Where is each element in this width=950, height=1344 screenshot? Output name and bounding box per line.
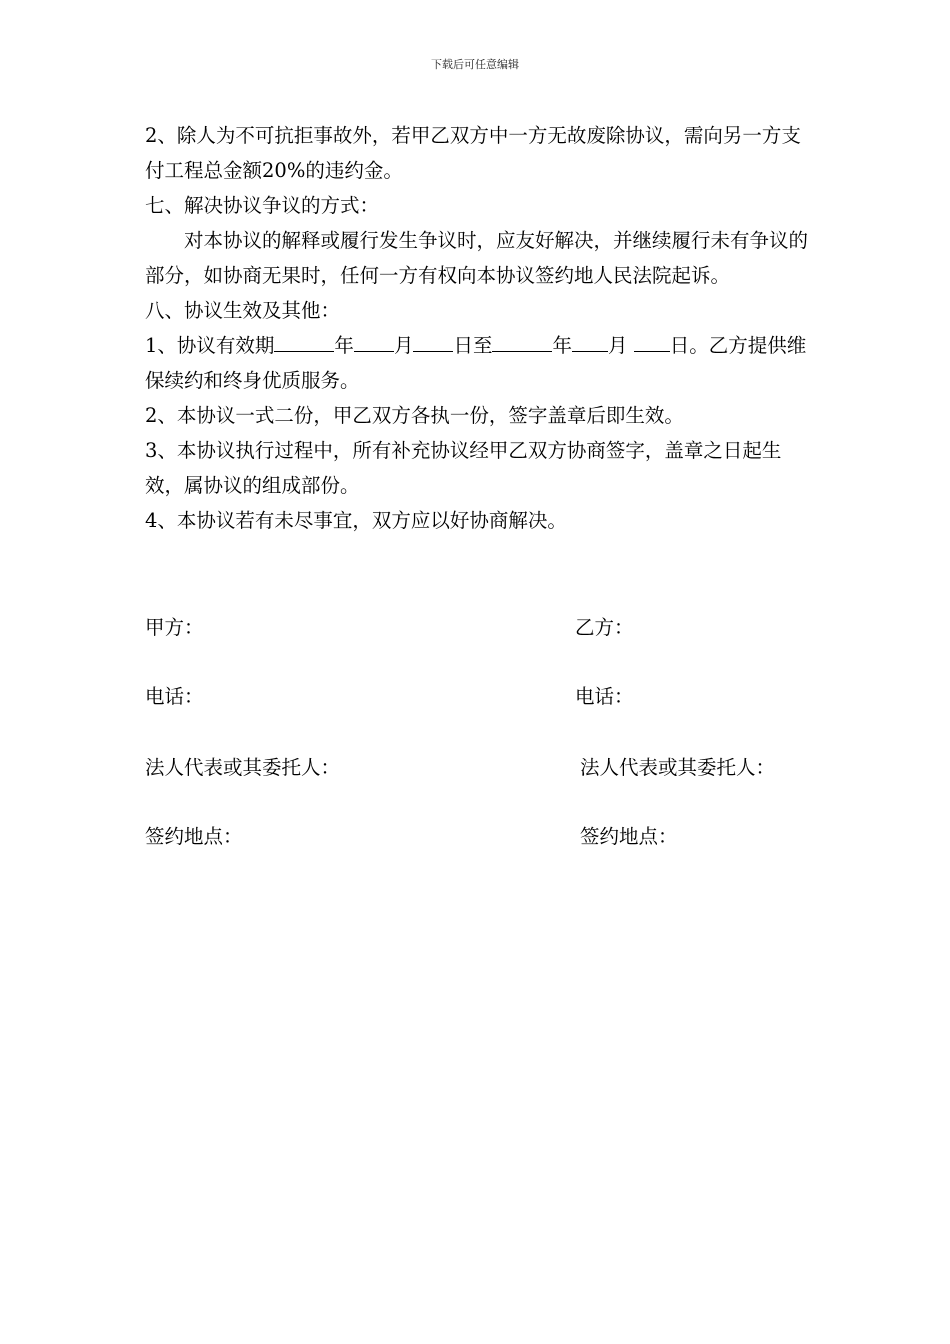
page-header: 下载后可任意编辑: [431, 58, 519, 71]
place-a-label: 签约地点：: [145, 825, 243, 848]
blank-start-month[interactable]: [354, 329, 394, 352]
blank-end-year[interactable]: [492, 329, 552, 352]
rep-b-label: 法人代表或其委托人：: [580, 756, 776, 779]
blank-end-day[interactable]: [634, 329, 670, 352]
clause-dispute: 对本协议的解释或履行发生争议时，应友好解决，并继续履行未有争议的部分，如协商无果时，任何一方有权向本协议签约地人民法院起诉。: [145, 229, 809, 287]
section-8-title: 八、协议生效及其他：: [145, 299, 341, 322]
blank-start-year[interactable]: [274, 329, 334, 352]
signature-row-phone: [145, 679, 810, 714]
section-7-title: 七、解决协议争议的方式：: [145, 194, 380, 217]
party-b-label: 乙方：: [575, 616, 634, 639]
validity-year-1: 年: [334, 334, 354, 357]
rep-a-label: 法人代表或其委托人：: [145, 756, 341, 779]
signature-row-party: [145, 610, 810, 645]
clause-validity: [145, 328, 810, 398]
document-body: [145, 118, 810, 538]
blank-start-day[interactable]: [413, 329, 453, 352]
validity-suffix: 日。乙方提供维保续约和终身优质服务。: [145, 334, 807, 392]
place-b-label: 签约地点：: [580, 825, 678, 848]
party-a-label: 甲方：: [145, 616, 204, 639]
blank-end-month[interactable]: [572, 329, 608, 352]
clause-copies: 2、本协议一式二份，甲乙双方各执一份，签字盖章后即生效。: [145, 404, 684, 427]
phone-a-label: 电话：: [145, 685, 204, 708]
phone-b-label: 电话：: [575, 685, 634, 708]
validity-month-1: 月: [393, 334, 414, 357]
clause-penalty: 2、除人为不可抗拒事故外，若甲乙双方中一方无故废除协议，需向另一方支付工程总金额20%的违约金。: [145, 124, 801, 182]
clause-other: 4、本协议若有未尽事宜，双方应以好协商解决。: [145, 509, 567, 532]
validity-day-to: 日至: [453, 334, 493, 357]
validity-year-2: 年: [552, 334, 572, 357]
validity-month-2: 月: [607, 334, 628, 357]
clause-supplement: 3、本协议执行过程中，所有补充协议经甲乙双方协商签字，盖章之日起生效，属协议的组成部份。: [145, 439, 782, 497]
signature-row-representative: [145, 750, 810, 785]
signature-row-place: [145, 819, 810, 854]
validity-prefix: 1、协议有效期: [145, 334, 275, 357]
